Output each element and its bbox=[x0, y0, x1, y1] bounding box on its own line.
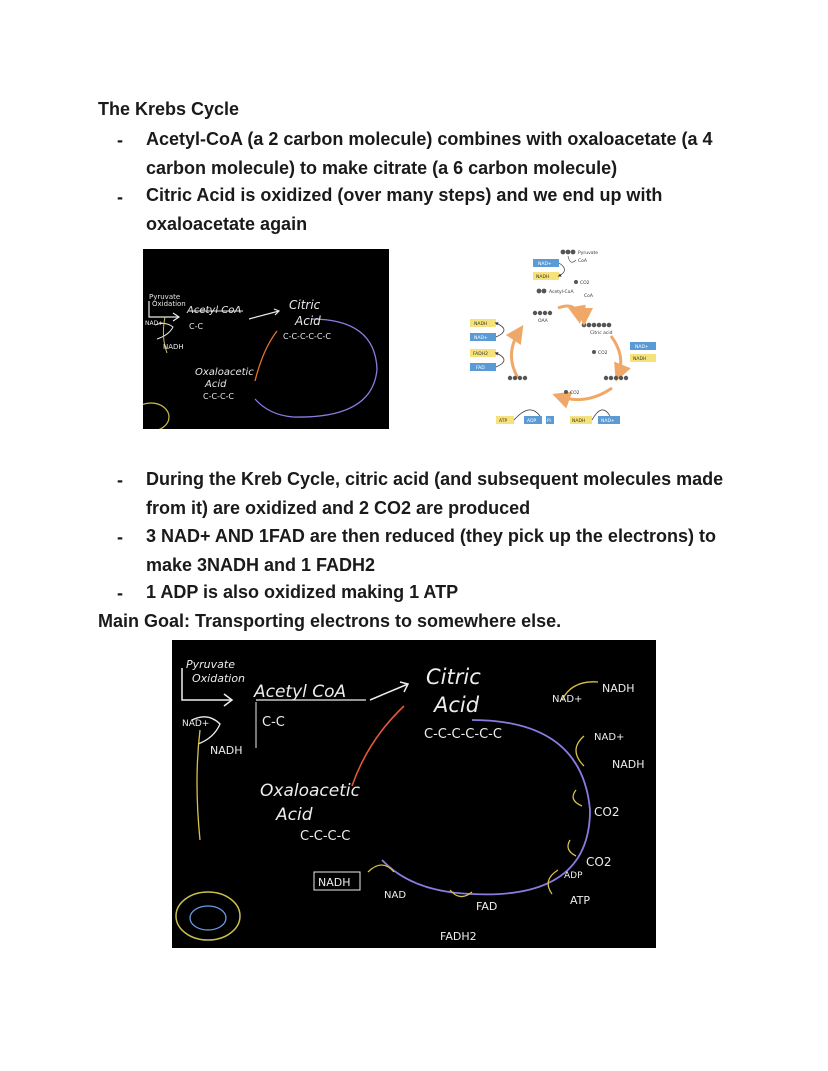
fadh2-label: FADH2 bbox=[440, 930, 477, 943]
cc-label: C-C bbox=[189, 322, 204, 331]
chain4-label: C-C-C-C bbox=[300, 829, 351, 844]
cycle-arc bbox=[382, 720, 590, 894]
arrow-oxalo-to-citric bbox=[352, 706, 404, 786]
large-sketch-image bbox=[172, 640, 656, 948]
svg-text:CO2: CO2 bbox=[580, 281, 590, 286]
coa-label: CoA bbox=[578, 259, 587, 264]
pyruvate-label: Pyruvate bbox=[149, 293, 181, 301]
pyruvate-label: Pyruvate bbox=[186, 658, 235, 671]
svg-text:NAD+: NAD+ bbox=[474, 336, 488, 341]
svg-text:NAD+: NAD+ bbox=[635, 345, 649, 350]
nadh-right-1: NADH bbox=[602, 682, 635, 695]
acetyl-label: Acetyl CoA bbox=[187, 305, 242, 316]
oxalo-acid-label: Acid bbox=[276, 805, 313, 825]
nad-right-2: NAD+ bbox=[594, 732, 625, 743]
svg-text:NADH: NADH bbox=[536, 275, 550, 280]
svg-text:FAD: FAD bbox=[476, 366, 485, 371]
fad-label: FAD bbox=[476, 900, 498, 913]
krebs-cycle-diagram bbox=[466, 246, 662, 432]
bullet-marker: - bbox=[117, 583, 123, 603]
bullet-marker: - bbox=[117, 187, 123, 207]
svg-text:NAD+: NAD+ bbox=[601, 419, 615, 424]
oxalo-label: Oxaloacetic bbox=[260, 781, 360, 801]
co2-right-1: CO2 bbox=[594, 805, 620, 819]
bullet-acetyl-coa: Acetyl-CoA (a 2 carbon molecule) combines with oxaloacetate (a 4 carbon molecule) to make citrate (a 6 carbon molecule) bbox=[146, 129, 713, 178]
svg-text:CO2: CO2 bbox=[570, 391, 580, 396]
bullet-marker: - bbox=[117, 130, 123, 150]
oxalo-acid-label: Acid bbox=[205, 379, 227, 390]
main-goal-text: Main Goal: Transporting electrons to somewhere else. bbox=[98, 611, 562, 631]
nadh-label: NADH bbox=[210, 744, 243, 757]
citric-acid-dots bbox=[582, 323, 612, 328]
nad-bottom-label: NAD bbox=[384, 890, 407, 901]
chain6-label: C-C-C-C-C-C bbox=[283, 332, 331, 341]
oxidation-label: Oxidation bbox=[192, 672, 246, 685]
svg-text:NADH: NADH bbox=[572, 419, 586, 424]
citric-acid-label: Acid bbox=[295, 314, 321, 328]
svg-text:ADP: ADP bbox=[527, 419, 537, 424]
chain4-label: C-C-C-C bbox=[203, 392, 235, 401]
svg-text:FADH2: FADH2 bbox=[473, 352, 488, 357]
svg-text:Citric acid: Citric acid bbox=[590, 331, 613, 336]
svg-text:NADH: NADH bbox=[474, 322, 488, 327]
bullet-citric-oxidized-co2: During the Kreb Cycle, citric acid (and subsequent molecules made from it) are oxidized and 2 CO2 are produced bbox=[146, 469, 724, 518]
oxidation-label: Oxidation bbox=[152, 300, 186, 308]
acetyl-label: Acetyl CoA bbox=[254, 682, 347, 702]
nadh-label: NADH bbox=[163, 343, 184, 351]
mitochondrion-icon bbox=[176, 892, 240, 940]
svg-text:OAA: OAA bbox=[538, 319, 548, 324]
bullet-nad-fad-reduced: 3 NAD+ AND 1FAD are then reduced (they pick up the electrons) to make 3NADH and 1 FADH2 bbox=[146, 526, 716, 575]
citric-label: Citric bbox=[426, 665, 481, 689]
svg-text:ATP: ATP bbox=[499, 419, 508, 424]
bullet-adp-atp: 1 ADP is also oxidized making 1 ATP bbox=[146, 582, 459, 602]
citric-acid-label: Acid bbox=[434, 693, 480, 717]
arrow-to-citric bbox=[249, 311, 279, 319]
svg-text:CoA: CoA bbox=[584, 294, 593, 299]
nadh-bottom-label: NADH bbox=[318, 876, 351, 889]
small-sketch-image bbox=[143, 249, 389, 429]
nad-label: NAD+ bbox=[145, 320, 164, 327]
bullet-marker: - bbox=[117, 527, 123, 547]
nad-label: NAD+ bbox=[182, 719, 210, 729]
nadh-right-2: NADH bbox=[612, 758, 645, 771]
oxalo-label: Oxaloacetic bbox=[195, 367, 254, 378]
bullet-marker: - bbox=[117, 470, 123, 490]
cc-label: C-C bbox=[262, 715, 285, 730]
svg-text:CO2: CO2 bbox=[598, 351, 608, 356]
page-title: The Krebs Cycle bbox=[98, 99, 240, 119]
nad-right-1: NAD+ bbox=[552, 694, 583, 705]
svg-text:NADH: NADH bbox=[633, 357, 647, 362]
atp-label: ATP bbox=[570, 894, 591, 907]
svg-text:NAD+: NAD+ bbox=[538, 262, 552, 267]
chain6-label: C-C-C-C-C-C bbox=[424, 727, 502, 742]
co2-right-2: CO2 bbox=[586, 855, 612, 869]
adp-label: ADP bbox=[564, 871, 583, 881]
bullet-citric-oxidized: Citric Acid is oxidized (over many steps) and we end up with oxaloacetate again bbox=[146, 185, 663, 234]
acetyl-label: Acetyl-CoA bbox=[549, 290, 574, 295]
svg-text:Pi: Pi bbox=[547, 419, 551, 424]
pyruvate-label: Pyruvate bbox=[578, 251, 599, 256]
citric-label: Citric bbox=[289, 298, 321, 312]
mitochondrion-icon bbox=[143, 403, 169, 429]
